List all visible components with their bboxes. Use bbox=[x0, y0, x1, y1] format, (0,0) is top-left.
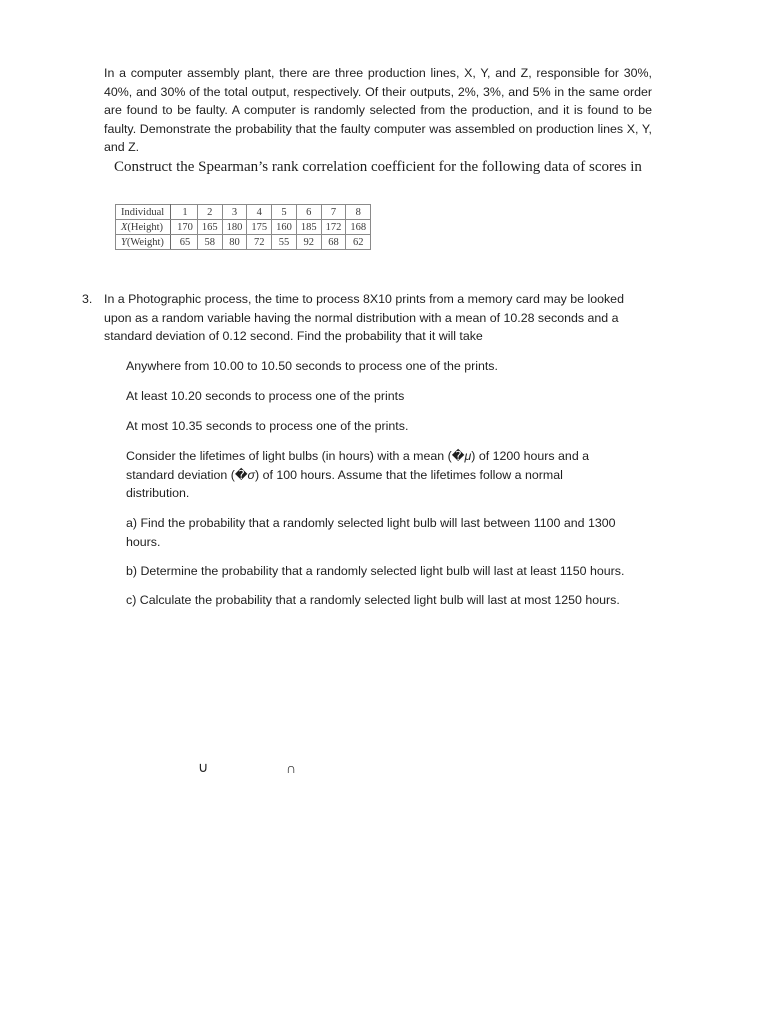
variable-x-unit: (Height) bbox=[127, 221, 163, 233]
question-4-intro bbox=[126, 447, 621, 503]
table-cell: 55 bbox=[272, 235, 297, 250]
data-table bbox=[115, 204, 371, 250]
table-cell: 180 bbox=[222, 220, 247, 235]
table-cell: 62 bbox=[346, 235, 371, 250]
sigma-symbol: σ bbox=[247, 467, 256, 482]
stray-mark: ∪ bbox=[198, 759, 209, 775]
question-4-part-a: a) Find the probability that a randomly selected light bulb will last between 1100 and 1300 hours. bbox=[126, 516, 616, 549]
mu-symbol: μ bbox=[464, 449, 472, 463]
table-cell: 6 bbox=[296, 205, 321, 220]
question-4-intro-part: ) of 1200 hours and a standard deviation (� bbox=[126, 449, 590, 482]
table-cell: 58 bbox=[197, 235, 222, 250]
table-cell: 3 bbox=[222, 205, 247, 220]
question-3-text: In a Photographic process, the time to process 8X10 prints from a memory card may be looked upon as a random variable having the normal distribution with a mean of 10.28 seconds and a standard deviation of 0.12 second. Find the probability that it will take bbox=[104, 292, 624, 344]
variable-x: X bbox=[121, 221, 128, 233]
table-cell: 7 bbox=[321, 205, 346, 220]
variable-y: Y bbox=[121, 236, 127, 248]
question-4-intro-part: ) of 100 hours. Assume that the lifetimes follow a normal distribution. bbox=[126, 467, 563, 501]
table-cell: 170 bbox=[171, 220, 198, 235]
table-cell: 92 bbox=[296, 235, 321, 250]
question-4-part-c: c) Calculate the probability that a randomly selected light bulb will last at most 1250 hours. bbox=[126, 593, 620, 607]
table-cell: 2 bbox=[197, 205, 222, 220]
table-cell: 72 bbox=[247, 235, 272, 250]
table-cell: 175 bbox=[247, 220, 272, 235]
table-cell: 165 bbox=[197, 220, 222, 235]
table-cell: 68 bbox=[321, 235, 346, 250]
question-4-intro-part: Consider the lifetimes of light bulbs (in hours) with a mean (� bbox=[126, 449, 465, 463]
table-cell: 4 bbox=[247, 205, 272, 220]
table-row-header bbox=[116, 220, 171, 235]
table-row-header: Individual bbox=[116, 205, 171, 220]
question-3-item: At most 10.35 seconds to process one of the prints. bbox=[126, 419, 409, 433]
table-cell: 1 bbox=[171, 205, 198, 220]
table-cell: 65 bbox=[171, 235, 198, 250]
table-row-weight bbox=[116, 235, 371, 250]
table-cell: 8 bbox=[346, 205, 371, 220]
variable-y-unit: (Weight) bbox=[126, 236, 164, 248]
question-4-part-b: b) Determine the probability that a randomly selected light bulb will last at least 1150 hours. bbox=[126, 564, 625, 578]
table-row-height bbox=[116, 220, 371, 235]
table-cell: 160 bbox=[272, 220, 297, 235]
stray-mark: ∩ bbox=[286, 760, 297, 776]
table-cell: 172 bbox=[321, 220, 346, 235]
table-row-header bbox=[116, 235, 171, 250]
question-3-number: 3. bbox=[82, 292, 93, 306]
table-cell: 5 bbox=[272, 205, 297, 220]
table-cell: 185 bbox=[296, 220, 321, 235]
question-3-item: At least 10.20 seconds to process one of the prints bbox=[126, 389, 405, 403]
question-3-item: Anywhere from 10.00 to 10.50 seconds to process one of the prints. bbox=[126, 359, 498, 373]
question-1-text: In a computer assembly plant, there are three production lines, X, Y, and Z, responsible for 30%, 40%, and 30% of the total output, respectively. Of their outputs, 2%, 3%, and 5% in the same order are found to be faulty. A computer is randomly selected from the production, and it is found to be faulty. Demonstrate the probability that the faulty computer was assembled on production lines X, Y, and Z. bbox=[104, 66, 652, 155]
table-cell: 168 bbox=[346, 220, 371, 235]
question-2-text: Construct the Spearman’s rank correlation coefficient for the following data of scores in bbox=[114, 159, 642, 175]
table-row-individual bbox=[116, 205, 371, 220]
table-cell: 80 bbox=[222, 235, 247, 250]
